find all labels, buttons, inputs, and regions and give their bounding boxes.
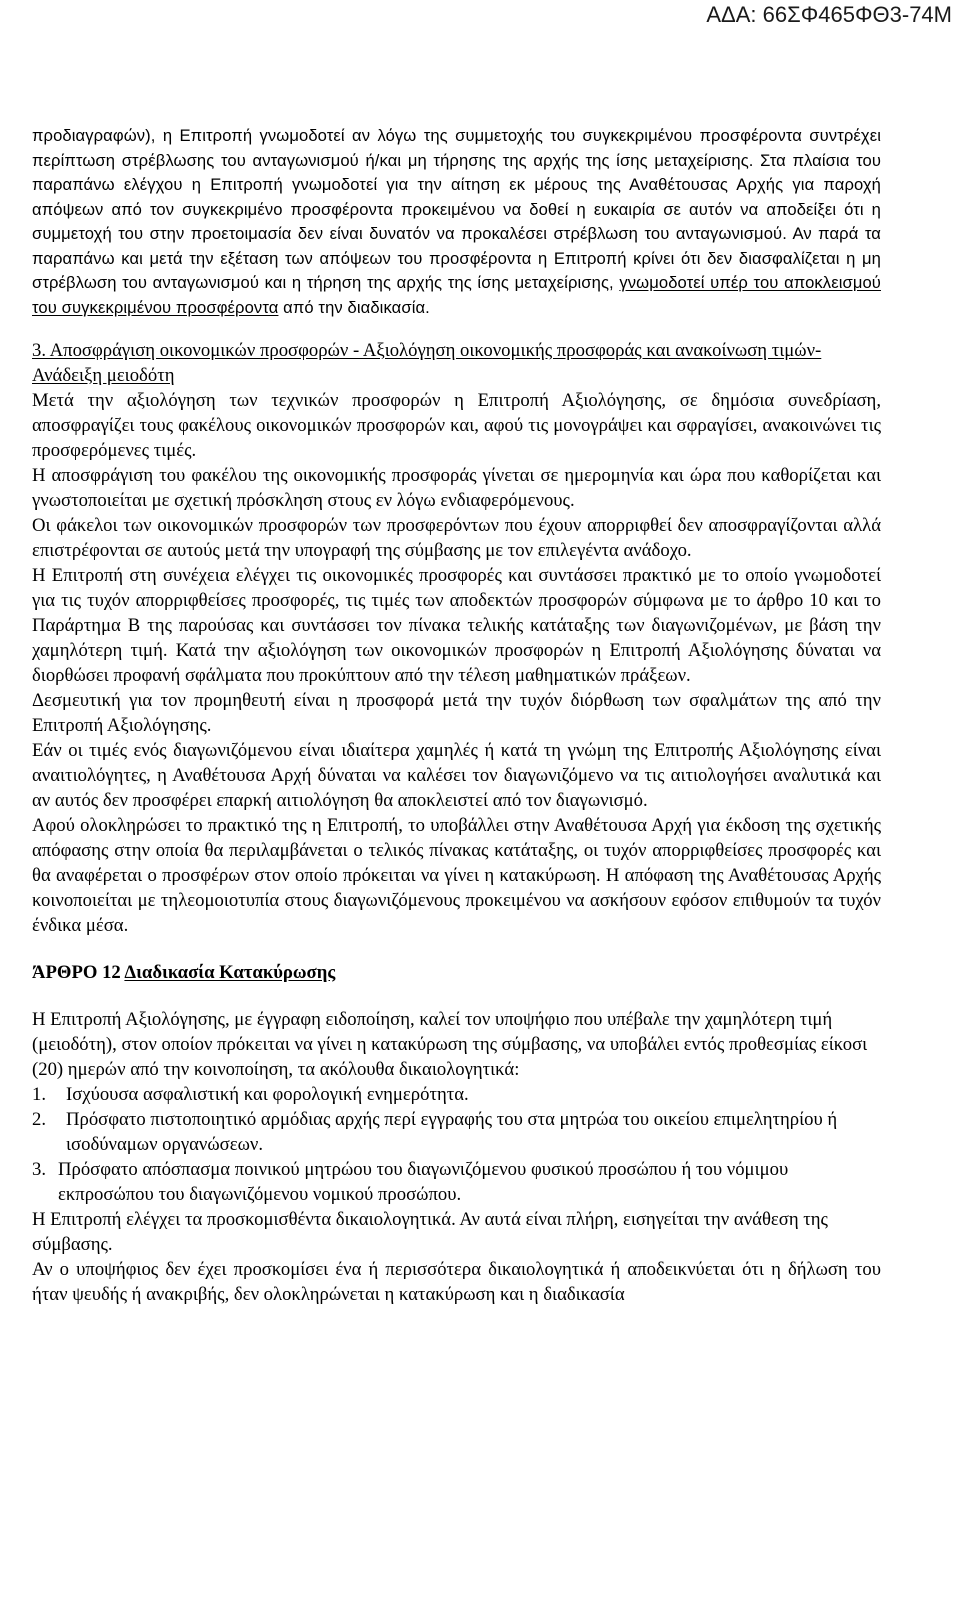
list-item [32,1157,881,1207]
list-item [32,1107,881,1157]
article-12-paragraph: Η Επιτροπή ελέγχει τα προσκομισθέντα δικαιολογητικά. Αν αυτά είναι πλήρη, εισηγείται την ανάθεση της σύμβασης. [32,1209,828,1255]
list-item-text: Πρόσφατο πιστοποιητικό αρμόδιας αρχής περί εγγραφής του στα μητρώα του οικείου επιμελητηρίου ή ισοδύναμων οργανώσεων. [66,1109,838,1155]
list-item-text: Ισχύουσα ασφαλιστική και φορολογική ενημερότητα. [66,1084,469,1105]
section-3-paragraph: Οι φάκελοι των οικονομικών προσφορών των προσφερόντων που έχουν απορριφθεί δεν αποσφραγίζονται αλλά επιστρέφονται σε αυτούς μετά την υπογραφή της σύμβασης με τον επιλεγέντα ανάδοχο. [32,515,881,561]
section-3-paragraph: Αφού ολοκληρώσει το πρακτικό της η Επιτροπή, το υποβάλλει στην Αναθέτουσα Αρχή για έκδοση της σχετικής απόφασης στην οποία θα περιλαμβάνεται ο τελικός πίνακας κατάταξης, οι τυχόν απορριφθείσες προσφορές και θα αναφέρεται ο προσφέρων στον οποίο πρόκειται να γίνει η κατακύρωση. Η απόφαση της Αναθέτουσας Αρχής κοινοποιείται με τηλεομοιοτυπία στους διαγωνιζόμενους προκειμένου να ασκήσουν εφόσον επιθυμούν τα τυχόν ένδικα μέσα. [32,815,881,936]
section-3-paragraph: Η αποσφράγιση του φακέλου της οικονομικής προσφοράς γίνεται σε ημερομηνία και ώρα που καθορίζεται και γνωστοποιείται με σχετική πρόσκληση στους εν λόγω ενδιαφερόμενους. [32,465,881,511]
intro-underlined-text: γνωμοδοτεί υπέρ του αποκλεισμού του συγκεκριμένου προσφέροντα [32,273,881,317]
article-12-heading: ΆΡΘΡΟ 12 Διαδικασία Κατακύρωσης [32,962,336,983]
intro-paragraph [32,124,881,320]
section-3-paragraph: Εάν οι τιμές ενός διαγωνιζόμενου είναι ιδιαίτερα χαμηλές ή κατά τη γνώμη της Επιτροπής Αξιολόγησης είναι αναιτιολόγητες, η Αναθέτουσα Αρχή δύναται να καλέσει τον διαγωνιζόμενο να τις αιτιολογήσει αναλυτικά και αν αυτός δεν προσφέρει επαρκή αιτιολόγηση θα αποκλειστεί από τον διαγωνισμό. [32,740,881,811]
document-page [32,124,881,1307]
list-item-number: 3. [32,1159,47,1180]
section-3-paragraph: Δεσμευτική για τον προμηθευτή είναι η προσφορά μετά την τυχόν διόρθωση των σφαλμάτων της από την Επιτροπή Αξιολόγησης. [32,690,881,736]
list-item-text: Πρόσφατο απόσπασμα ποινικού μητρώου του διαγωνιζόμενου φυσικού προσώπου ή του νόμιμου εκπροσώπου του διαγωνιζόμενου νομικού προσώπου. [58,1159,789,1205]
section-3-heading: 3. Αποσφράγιση οικονομικών προσφορών - Αξιολόγηση οικονομικής προσφοράς και ανακοίνωση τιμών- Ανάδειξη μειοδότη [32,340,822,386]
intro-text-b: από την διαδικασία. [278,297,430,317]
list-item [32,1082,881,1107]
article-12-intro: Η Επιτροπή Αξιολόγησης, με έγγραφη ειδοποίηση, καλεί τον υποψήφιο που υπέβαλε την χαμηλότερη τιμή (μειοδότη), στον οποίον πρόκειται να γίνει η κατακύρωση της σύμβασης, να υποβάλει εντός προθεσμίας είκοσι (20) ημερών από την κοινοποίηση, τα ακόλουθα δικαιολογητικά: [32,1009,868,1080]
intro-text-a: προδιαγραφών), η Επιτροπή γνωμοδοτεί αν λόγω της συμμετοχής του συγκεκριμένου προσφέροντα συντρέχει περίπτωση στρέβλωσης του ανταγωνισμού ή/και μη τήρησης της αρχής της ίσης μεταχείρισης. Στα πλαίσια του παραπάνω ελέγχου η Επιτροπή γνωμοδοτεί για την αίτηση εκ μέρους της Αναθέτουσας Αρχής για παροχή απόψεων από τον συγκεκριμένο προσφέροντα προκειμένου να δοθεί η ευκαιρία σε αυτόν να αποδείξει ότι η συμμετοχή του στην προετοιμασία δεν είναι δυνατόν να προκαλέσει στρέβλωση του ανταγωνισμού. Αν παρά τα παραπάνω και μετά την εξέταση των απόψεων του προσφέροντα η Επιτροπή κρίνει ότι δεν διασφαλίζεται η μη στρέβλωση του ανταγωνισμού και η τήρηση της αρχής της ίσης μεταχείρισης, [32,126,881,292]
section-3-paragraph: Η Επιτροπή στη συνέχεια ελέγχει τις οικονομικές προσφορές και συντάσσει πρακτικό με το οποίο γνωμοδοτεί για τις τυχόν απορριφθείσες προσφορές, τις τιμές των αποδεκτών προσφορών σύμφωνα με το άρθρο 10 και το Παράρτημα Β της παρούσας και συντάσσει τον πίνακα τελικής κατάταξης των διαγωνιζομένων, με βάση την χαμηλότερη τιμή. Κατά την αξιολόγηση των οικονομικών προσφορών η Επιτροπή Αξιολόγησης δύναται να διορθώσει προφανή σφάλματα που προκύπτουν από την τέλεση μαθηματικών πράξεων. [32,565,881,686]
ada-code: ΑΔΑ: 66ΣΦ465ΦΘ3-74Μ [706,2,952,27]
article-12-paragraph: Αν ο υποψήφιος δεν έχει προσκομίσει ένα ή περισσότερα δικαιολογητικά ή αποδεικνύεται ότι η δήλωση του ήταν ψευδής ή ανακριβής, δεν ολοκληρώνεται η κατακύρωση και η διαδικασία [32,1259,881,1305]
list-item-number: 1. [32,1084,47,1105]
list-item-number: 2. [32,1109,47,1130]
section-3-paragraph: Μετά την αξιολόγηση των τεχνικών προσφορών η Επιτροπή Αξιολόγησης, σε δημόσια συνεδρίαση, αποσφραγίζει τους φακέλους οικονομικών προσφορών και, αφού τις μονογράψει και σφραγίσει, ανακοινώνει τις προσφερόμενες τιμές. [32,390,881,461]
